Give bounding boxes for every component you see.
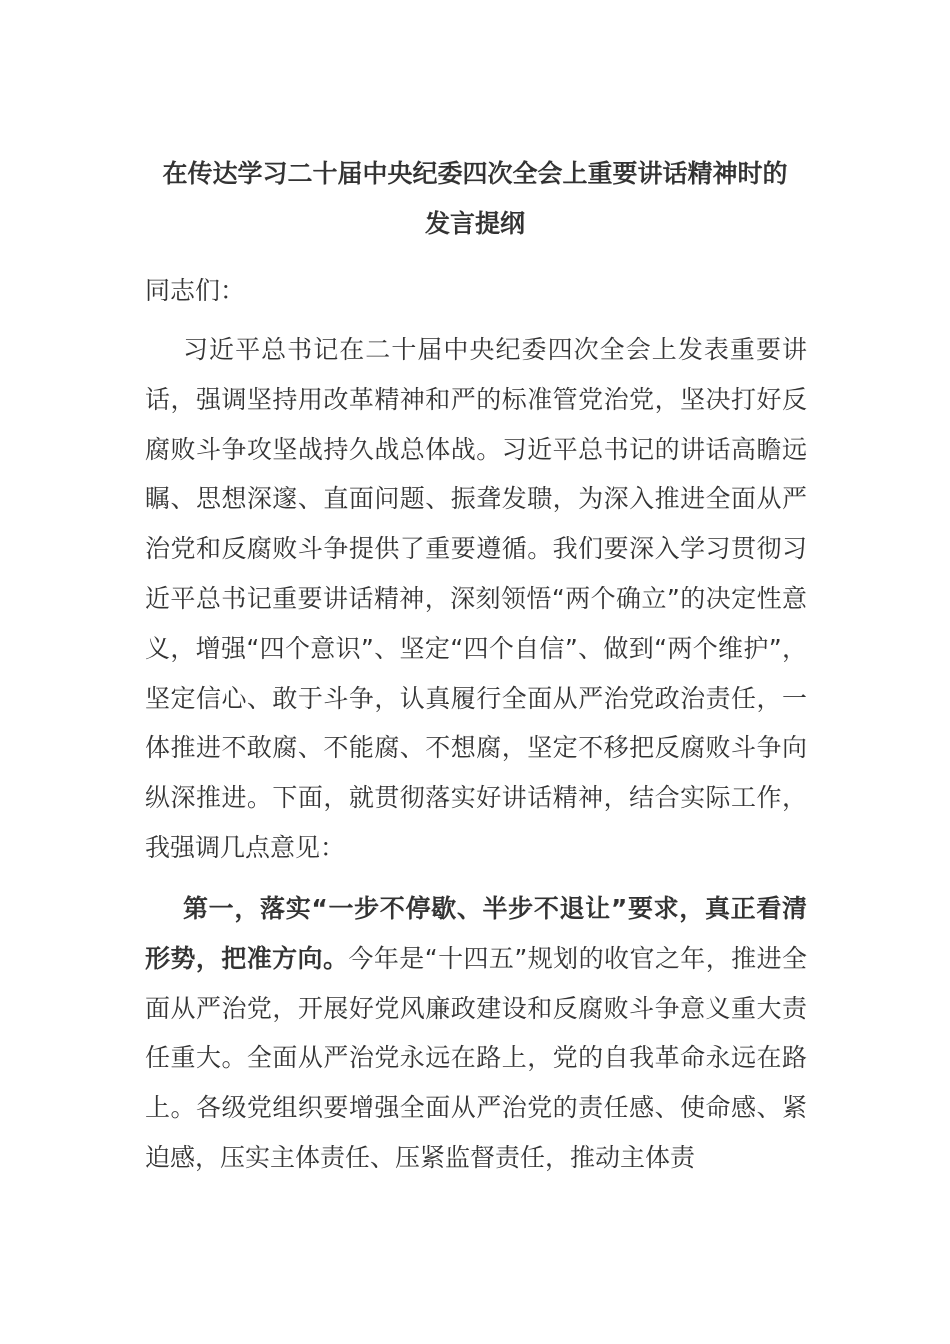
paragraph-point-one-heading: 第一，落实“一步不停歇、半步不退让”要求，真正看清形势，把准方向。 [145,894,807,973]
paragraph-point-one-body: 今年是“十四五”规划的收官之年，推进全面从严治党，开展好党风廉政建设和反腐败斗争意义重大责任重大。全面从严治党永远在路上，党的自我革命永远在路上。各级党组织要增强全面从严治党的责任感、使命感、紧迫感，压实主体责任、压紧监督责任，推动主体责 [145,943,807,1172]
paragraph-intro: 习近平总书记在二十届中央纪委四次全会上发表重要讲话，强调坚持用改革精神和严的标准管党治党，坚决打好反腐败斗争攻坚战持久战总体战。习近平总书记的讲话高瞻远瞩、思想深邃、直面问题、振聋发聩，为深入推进全面从严治党和反腐败斗争提供了重要遵循。我们要深入学习贯彻习近平总书记重要讲话精神，深刻领悟“两个确立”的决定性意义，增强“四个意识”、坚定“四个自信”、做到“两个维护”，坚定信心、敢于斗争，认真履行全面从严治党政治责任，一体推进不敢腐、不能腐、不想腐，坚定不移把反腐败斗争向纵深推进。下面，就贯彻落实好讲话精神，结合实际工作，我强调几点意见： [145,335,807,862]
paragraph-point-one [145,884,807,1183]
document-title-line-1: 在传达学习二十届中央纪委四次全会上重要讲话精神时的 [162,159,788,188]
salutation: 同志们： [145,276,246,305]
document-title-line-2: 发言提纲 [424,209,525,238]
